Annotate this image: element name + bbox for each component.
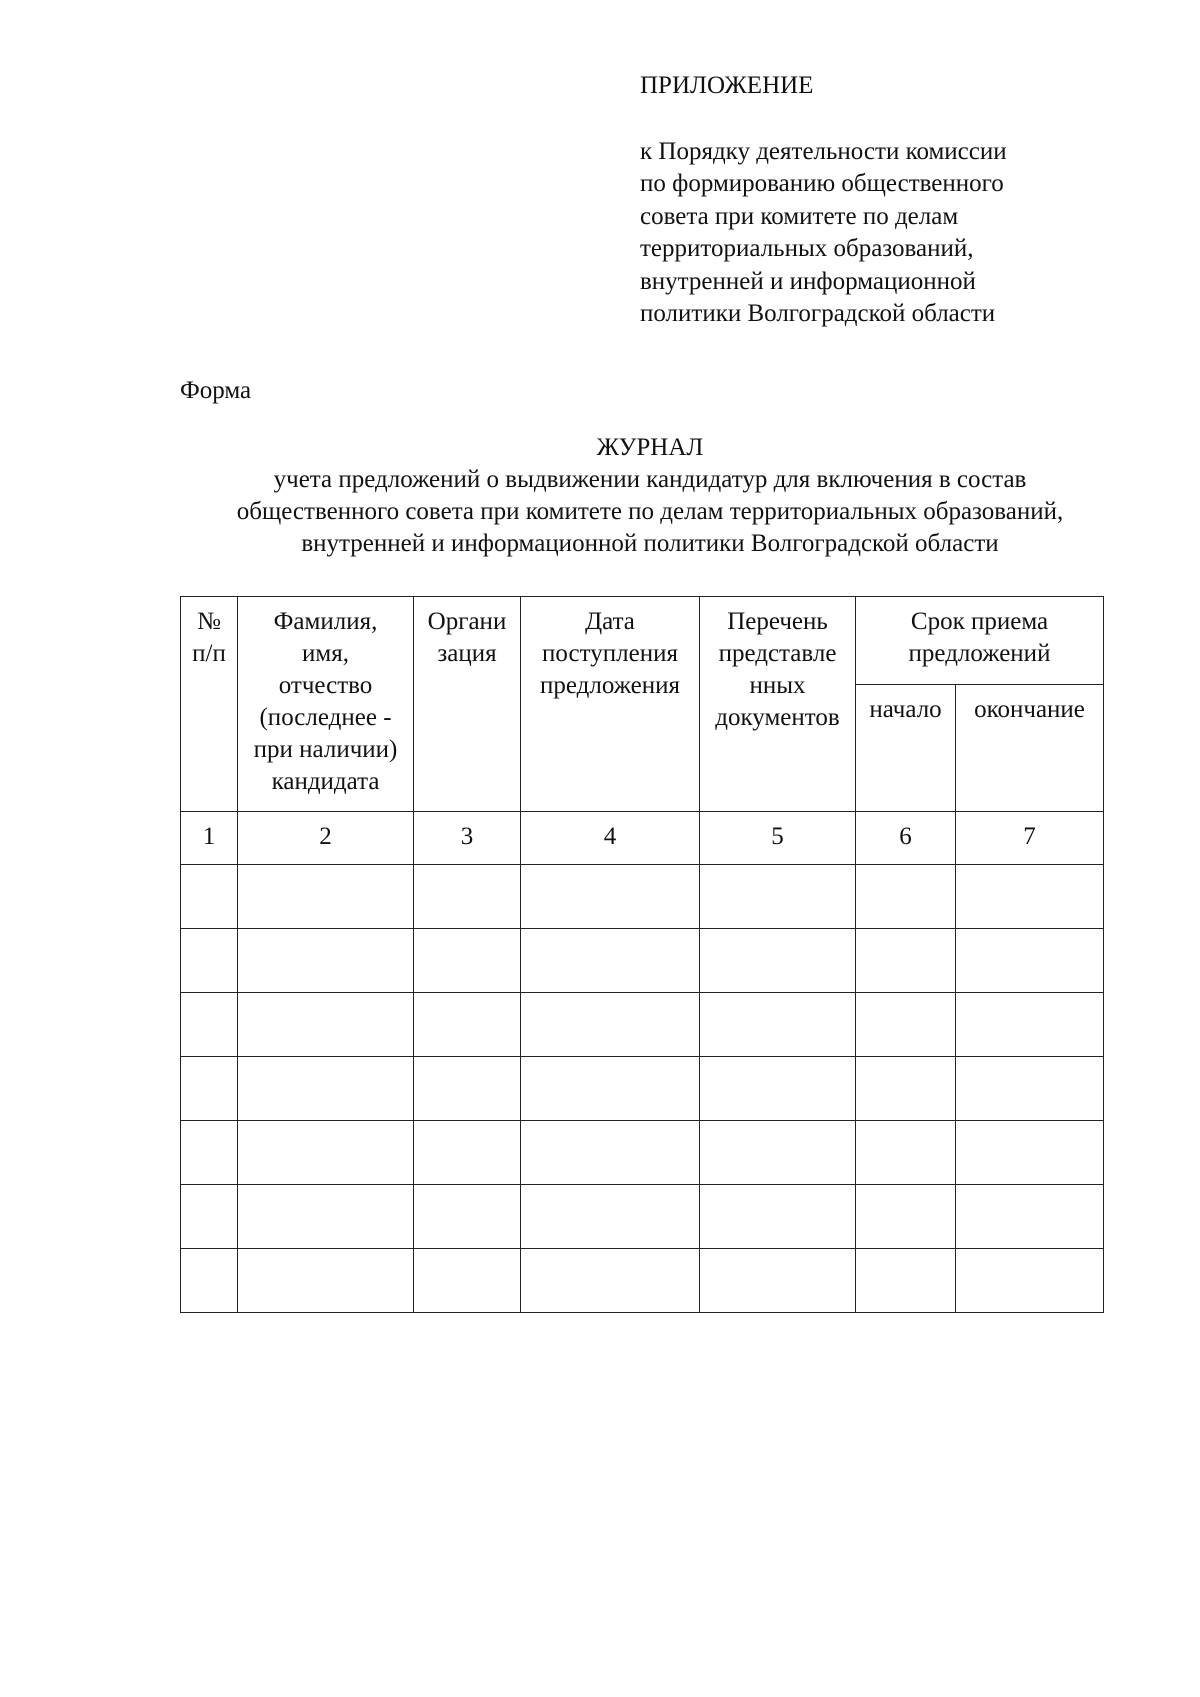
table-cell bbox=[856, 865, 956, 929]
journal-subtitle-line: общественного совета при комитете по делам территориальных образований, bbox=[236, 498, 1064, 525]
header-term bbox=[856, 597, 1104, 685]
table-cell bbox=[181, 1185, 238, 1249]
journal-subtitle-line: учета предложений о выдвижении кандидатур для включения в состав bbox=[273, 466, 1027, 493]
table-row bbox=[181, 865, 1104, 929]
header-text: предложений bbox=[908, 640, 1051, 667]
table-cell bbox=[238, 993, 414, 1057]
table-cell bbox=[856, 929, 956, 993]
header-text: Срок приема bbox=[910, 608, 1049, 635]
table-cell bbox=[700, 1185, 856, 1249]
appendix-line: внутренней и информационной bbox=[640, 267, 976, 295]
table-cell bbox=[956, 865, 1104, 929]
table-cell bbox=[521, 1121, 700, 1185]
column-number: 3 bbox=[414, 812, 521, 865]
header-text: имя, bbox=[302, 640, 349, 667]
table-row bbox=[181, 1121, 1104, 1185]
header-text: документов bbox=[715, 704, 840, 731]
table-row bbox=[181, 993, 1104, 1057]
table-cell bbox=[414, 993, 521, 1057]
column-number-row bbox=[181, 812, 1104, 865]
table-cell bbox=[238, 1249, 414, 1313]
header-num bbox=[181, 597, 238, 812]
table-cell bbox=[238, 929, 414, 993]
header-text: Дата bbox=[585, 608, 635, 635]
appendix-line: совета при комитете по делам bbox=[640, 202, 959, 230]
header-start bbox=[856, 685, 956, 812]
header-text: зация bbox=[437, 640, 497, 667]
table-cell bbox=[238, 1185, 414, 1249]
table-cell bbox=[414, 929, 521, 993]
header-text: отчество bbox=[278, 672, 373, 699]
table-cell bbox=[238, 1121, 414, 1185]
table-cell bbox=[956, 1121, 1104, 1185]
table-header-row bbox=[181, 597, 1104, 685]
appendix-line: политики Волгоградской области bbox=[640, 300, 996, 327]
table-cell bbox=[856, 1057, 956, 1121]
header-text: Фамилия, bbox=[273, 608, 378, 635]
table-cell bbox=[700, 1057, 856, 1121]
column-number: 4 bbox=[521, 812, 700, 865]
table-cell bbox=[700, 929, 856, 993]
table-cell bbox=[956, 1249, 1104, 1313]
table-cell bbox=[414, 1249, 521, 1313]
header-text: предложения bbox=[539, 672, 680, 699]
header-text: при наличии) bbox=[253, 736, 398, 763]
table-cell bbox=[856, 1185, 956, 1249]
header-date bbox=[521, 597, 700, 812]
table-cell bbox=[181, 1249, 238, 1313]
table-row bbox=[181, 1057, 1104, 1121]
journal-title: ЖУРНАЛ bbox=[596, 434, 704, 461]
header-text: № bbox=[197, 608, 221, 635]
column-number: 6 bbox=[856, 812, 956, 865]
table-cell bbox=[521, 929, 700, 993]
header-text: (последнее - bbox=[259, 704, 392, 731]
table-cell bbox=[521, 865, 700, 929]
appendix-block bbox=[640, 70, 1120, 331]
appendix-line: территориальных образований, bbox=[640, 235, 974, 262]
table-cell bbox=[521, 1057, 700, 1121]
appendix-line: по формированию общественного bbox=[640, 170, 1004, 197]
column-number: 7 bbox=[956, 812, 1104, 865]
table-cell bbox=[181, 929, 238, 993]
table-cell bbox=[181, 865, 238, 929]
appendix-heading: ПРИЛОЖЕНИЕ bbox=[640, 72, 814, 99]
table-cell bbox=[956, 993, 1104, 1057]
header-end bbox=[956, 685, 1104, 812]
table-cell bbox=[521, 993, 700, 1057]
appendix-line: к Порядку деятельности комиссии bbox=[640, 137, 1007, 165]
table-cell bbox=[414, 1121, 521, 1185]
column-number: 5 bbox=[700, 812, 856, 865]
table-cell bbox=[956, 929, 1104, 993]
table-cell bbox=[521, 1249, 700, 1313]
column-number: 1 bbox=[181, 812, 238, 865]
table-cell bbox=[238, 865, 414, 929]
journal-title-block bbox=[160, 432, 1140, 560]
table-cell bbox=[181, 1121, 238, 1185]
header-text: поступления bbox=[542, 640, 678, 667]
table-cell bbox=[238, 1057, 414, 1121]
header-text: начало bbox=[869, 696, 942, 723]
table-cell bbox=[414, 1185, 521, 1249]
table-cell bbox=[700, 993, 856, 1057]
journal-subtitle-line: внутренней и информационной политики Волгоградской области bbox=[301, 530, 999, 557]
form-label: Форма bbox=[180, 377, 252, 404]
header-text: представле bbox=[718, 640, 837, 667]
header-text: нных bbox=[749, 672, 806, 699]
table-cell bbox=[856, 1121, 956, 1185]
header-docs bbox=[700, 597, 856, 812]
table-cell bbox=[414, 865, 521, 929]
table-cell bbox=[956, 1057, 1104, 1121]
table-cell bbox=[700, 1249, 856, 1313]
column-number: 2 bbox=[238, 812, 414, 865]
header-text: кандидата bbox=[271, 768, 380, 795]
table-cell bbox=[856, 993, 956, 1057]
header-text: Перечень bbox=[727, 608, 828, 635]
header-org bbox=[414, 597, 521, 812]
table-row bbox=[181, 1185, 1104, 1249]
table-cell bbox=[181, 993, 238, 1057]
table-cell bbox=[956, 1185, 1104, 1249]
table-cell bbox=[414, 1057, 521, 1121]
header-text: Органи bbox=[427, 608, 507, 635]
table-cell bbox=[700, 1121, 856, 1185]
journal-table bbox=[180, 596, 1104, 1313]
header-name bbox=[238, 597, 414, 812]
table-row bbox=[181, 1249, 1104, 1313]
table-cell bbox=[521, 1185, 700, 1249]
header-text: п/п bbox=[192, 640, 226, 667]
table-row bbox=[181, 929, 1104, 993]
table-cell bbox=[856, 1249, 956, 1313]
table-cell bbox=[181, 1057, 238, 1121]
table-cell bbox=[700, 865, 856, 929]
header-text: окончание bbox=[974, 696, 1085, 723]
